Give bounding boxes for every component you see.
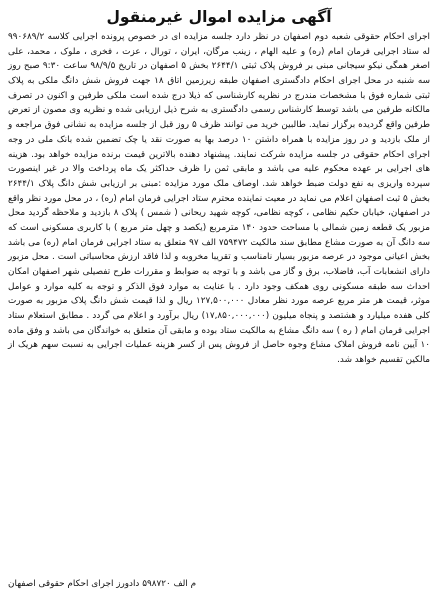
signature-row (6, 577, 432, 592)
auction-notice (6, 4, 432, 592)
notice-title: آگهی مزایده اموال غیرمنقول (106, 8, 332, 26)
notice-signature: م الف ۵۹۸۷۲۰ دادورز اجرای احکام حقوقی اصفهان (8, 579, 197, 589)
notice-body: اجرای احکام حقوقی شعبه دوم اصفهان در نظر دارد جلسه مزایده ای در خصوص پرونده اجرایی کلاسه ۹۹۰۶۸۹/۲ له ستاد اجرایی فرمان امام (ره) و علیه الهام ، زینب مرگان، ایران ، تورال ، عزت ، فخری ، ملوک ، محمد، علی اصغر همگی نیکو سیجانی مبنی بر فروش پلاک ثبتی ۲۶۴۴/۱ بخش ۵ اصفهان در تاریخ ۹۸/۹/۵ ساعت ۹:۳۰ صبح روز سه شنبه در محل اجرای احکام دادگستری اصفهان طبقه زیرزمین اتاق ۱۸ جهت فروش شش دانگ ملکی به پلاک ثبتی شماره فوق با مشخصات مندرج در نظریه کارشناسی که ذیلا درج شده است ملکی طرفین و اکنون در تصرف مالکانه طرفین می باشد توسط کارشناس رسمی دادگستری به شرح ذیل ارزیابی شده و نظریه وی مصون از تعرض طرفین واقع گردیده برگزار نماید. طالبین خرید می توانند ظرف ۵ روز قبل از جلسه مزایده به نشانی فوق مراجعه و از ملک بازدید و در روز مزایده با همراه داشتن ۱۰ درصد بها به صورت نقد یا چک تضمین شده بانک ملی در وجه اجرای احکام حقوقی در جلسه مزایده شرکت نمایند. پیشنهاد دهنده بالاترین قیمت برنده مزایده خواهد بود. هزینه های اجرایی بر عهده محکوم علیه می باشد و مابقی ثمن را ظرف حداکثر یک ماه پرداخت والا در غیر اینصورت سپرده واریزی به نفع دولت ضبط خواهد شد. اوصاف ملک مورد مزایده :مبنی بر ارزیابی شش دانگ پلاک ۲۶۴۴/۱ بخش ۵ ثبت اصفهان اعلام می نماید در معیت نماینده محترم ستاد اجرایی فرمان امام (ره) ، در محل مورد نظر واقع در اصفهان، خیابان حکیم نظامی ، کوچه نظامی، کوچه شهید ریحانی ( شمس ) پلاک ۸ بازدید و ملاحظه گردید محل مزبور یک قطعه زمین شمالی با مساحت حدود ۱۴۰ مترمربع (یکصد و چهل متر مربع ) با کاربری مسکونی است که سه دانگ آن به صورت مشاع مطابق سند مالکیت ۷۵۹۴۷۲ الف ۹۷ متعلق به ستاد اجرایی فرمان امام (ره) می باشد بخش اعیانی موجود در عرصه مزبور بسیار نامناسب و تقریبا مخروبه و لذا فاقد ارزش محاسباتی است . محل مزبور دارای انشعابات آب، فاضلاب، برق و گاز می باشد و با توجه به ضوابط و مقررات طرح تفصیلی شهر اصفهان امکان احداث سه طبقه مسکونی روی همکف وجود دارد . با عنایت به موارد فوق الذکر و توجه به کلیه موارد و عوامل موثر، قیمت هر متر مربع عرصه مورد نظر معادل ۱۲۷,۵۰۰,۰۰۰ ریال و لذا قیمت شش دانگ پلاک مزبور به صورت کلی هفده میلیارد و هشتصد و پنجاه میلیون (۱۷,۸۵۰,۰۰۰,۰۰۰) ریال برآورد و اعلام می گردد . مطابق استعلام ستاد اجرایی فرمان امام ( ره ) سه دانگ مشاع به مالکیت ستاد بوده و مابقی آن متعلق به خواندگان می باشد و وفق ماده ۱۰ آیین نامه فروش املاک مشاع وجوه حاصل از فروش پس از کسر هزینه عملیات اجرایی به نسبت سهم هریک از مالکین تقسیم خواهد شد. (8, 32, 431, 366)
title-row (6, 4, 432, 30)
